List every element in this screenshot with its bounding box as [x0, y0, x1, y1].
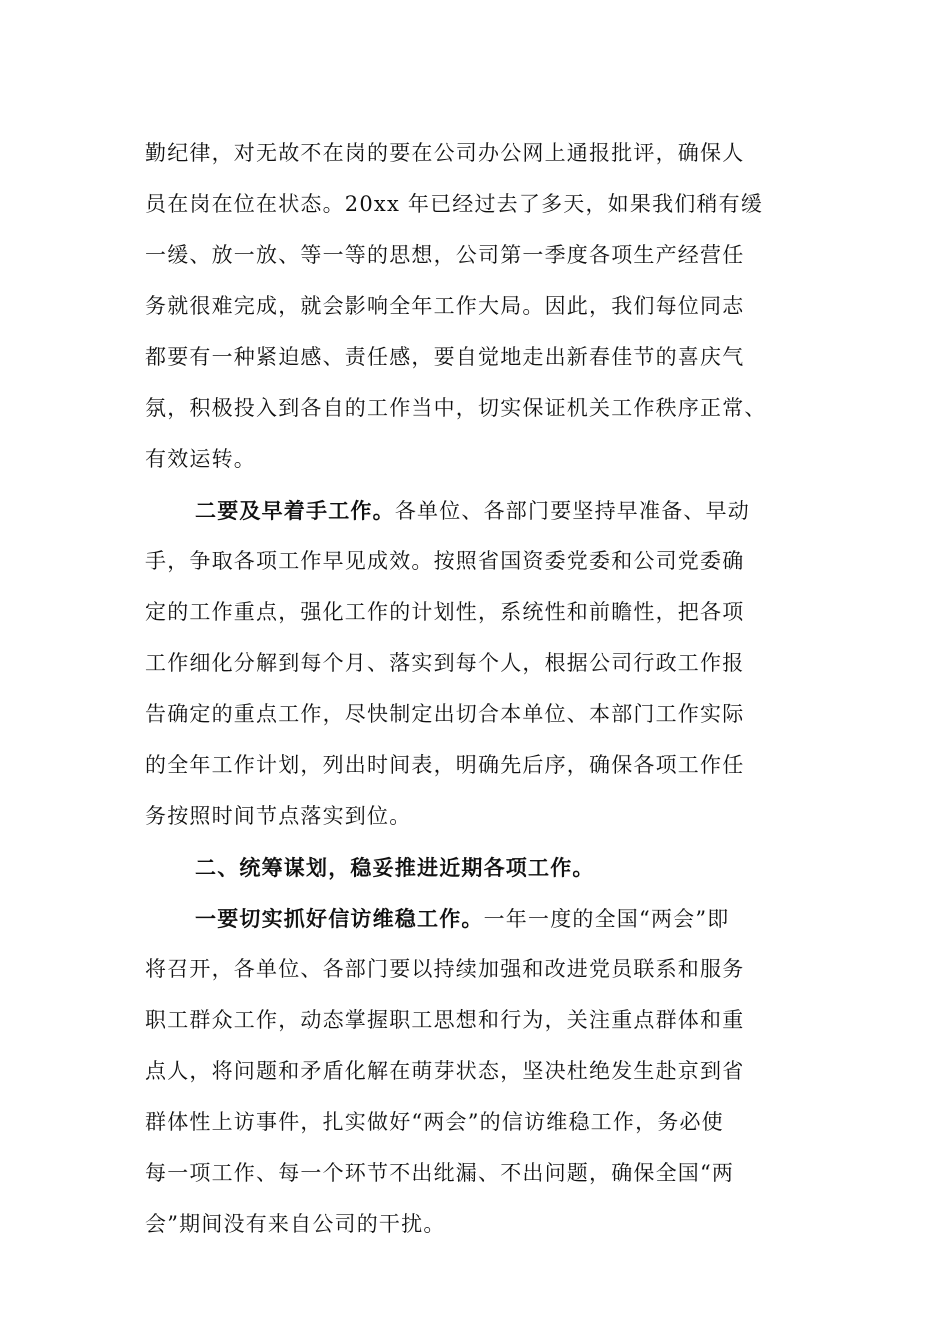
- text-line: 都要有一种紧迫感、责任感，要自觉地走出新春佳节的喜庆气: [145, 345, 745, 369]
- text-line: 有效运转。: [145, 447, 256, 471]
- text-line: 员在岗在位在状态。20xx 年已经过去了多天，如果我们稍有缓: [145, 192, 764, 216]
- text-line: 定的工作重点，强化工作的计划性，系统性和前瞻性，把各项: [145, 600, 745, 624]
- paragraph-first-line: [145, 893, 805, 944]
- text-line: 会”期间没有来自公司的干扰。: [145, 1212, 446, 1236]
- paragraph-heading: 二要及早着手工作。: [195, 498, 395, 523]
- text-line: 将召开，各单位、各部门要以持续加强和改进党员联系和服务: [145, 957, 745, 981]
- text-line: 勤纪律，对无故不在岗的要在公司办公网上通报批评，确保人: [145, 141, 745, 165]
- text-line: 手，争取各项工作早见成效。按照省国资委党委和公司党委确: [145, 549, 745, 573]
- paragraph-petition-stability: [145, 893, 805, 1250]
- section-title: 二、统筹谋划，稳妥推进近期各项工作。: [195, 855, 595, 880]
- text-line: 工作细化分解到每个月、落实到每个人，根据公司行政工作报: [145, 651, 745, 675]
- paragraph-first-line: [145, 485, 805, 536]
- text-line: 每一项工作、每一个环节不出纰漏、不出问题，确保全国“两: [145, 1161, 735, 1185]
- text-line: 一缓、放一放、等一等的思想，公司第一季度各项生产经营任: [145, 243, 745, 267]
- text-line: 点人，将问题和矛盾化解在萌芽状态，坚决杜绝发生赴京到省: [145, 1059, 745, 1083]
- document-body: [145, 128, 805, 1250]
- text-line: 职工群众工作，动态掌握职工思想和行为，关注重点群体和重: [145, 1008, 745, 1032]
- text-line: 的全年工作计划，列出时间表，明确先后序，确保各项工作任: [145, 753, 745, 777]
- paragraph-attendance: [145, 128, 805, 485]
- text-span: 一年一度的全国“两会”即: [483, 907, 730, 931]
- text-span: 各单位、各部门要坚持早准备、早动: [394, 499, 751, 523]
- text-line: 务按照时间节点落实到位。: [145, 804, 412, 828]
- paragraph-heading: 一要切实抓好信访维稳工作。: [195, 906, 484, 931]
- text-line: 氛，积极投入到各自的工作当中，切实保证机关工作秩序正常、: [145, 396, 767, 420]
- text-line: 告确定的重点工作，尽快制定出切合本单位、本部门工作实际: [145, 702, 745, 726]
- text-line: 群体性上访事件，扎实做好“两会”的信访维稳工作，务必使: [145, 1110, 724, 1134]
- paragraph-early-start: [145, 485, 805, 842]
- text-line: 务就很难完成，就会影响全年工作大局。因此，我们每位同志: [145, 294, 745, 318]
